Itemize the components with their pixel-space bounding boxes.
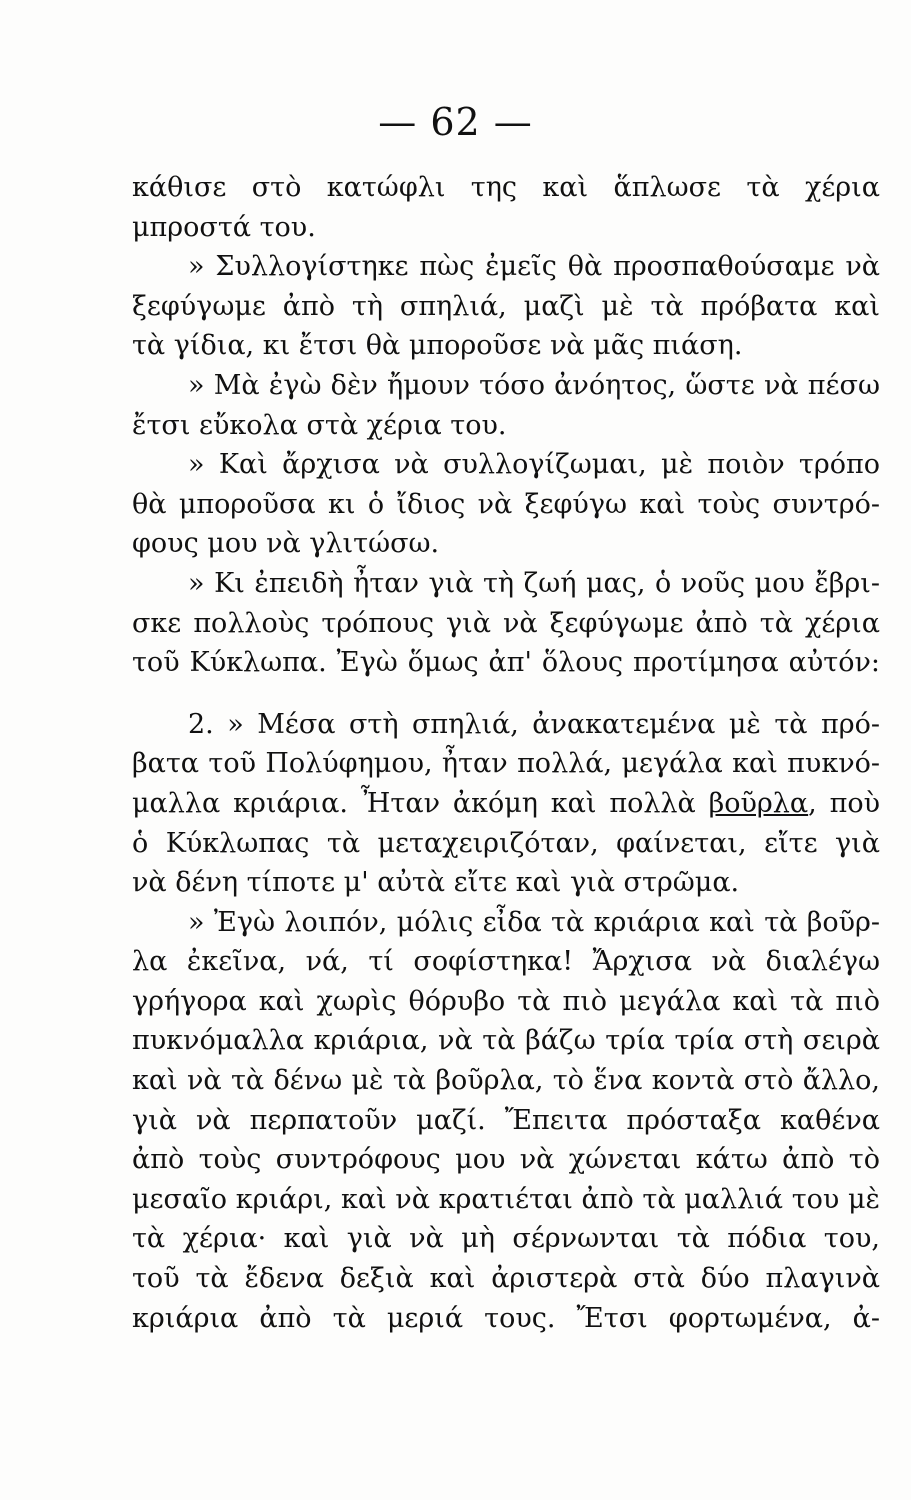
text-line: θὰ μποροῦσα κι ὁ ἴδιος νὰ ξεφύγω καὶ τοὺς συντρό- <box>132 488 880 520</box>
text-line: γιὰ νὰ περπατοῦν μαζί. Ἔπειτα πρόσταξα καθένα <box>132 1104 880 1136</box>
text-line: νὰ δένη τίποτε μ' αὐτὰ εἴτε καὶ γιὰ στρῶμα. <box>132 867 740 899</box>
text-line: μεσαῖο κριάρι, καὶ νὰ κρατιέται ἀπὸ τὰ μαλλιά του μὲ <box>132 1183 880 1215</box>
text-line: » Συλλογίστηκε πὼς ἐμεῖς θὰ προσπαθούσαμε νὰ <box>188 251 880 283</box>
text-line: λα ἐκεῖνα, νά, τί σοφίστηκα! Ἄρχισα νὰ διαλέγω <box>132 946 880 978</box>
text-line: 2. » Μέσα στὴ σπηλιά, ἀνακατεμένα μὲ τὰ πρό- <box>188 708 880 740</box>
text-line: τοῦ τὰ ἔδενα δεξιὰ καὶ ἀριστερὰ στὰ δύο πλαγινὰ <box>132 1263 880 1295</box>
text-line: ὁ Κύκλωπας τὰ μεταχειριζόταν, φαίνεται, εἴτε γιὰ <box>132 827 880 859</box>
text-line: » Κι ἐπειδὴ ἦταν γιὰ τὴ ζωή μας, ὁ νοῦς μου ἔβρι- <box>188 567 880 599</box>
text-line: ἔτσι εὔκολα στὰ χέρια του. <box>132 409 507 441</box>
text-line: μαλλα κριάρια. Ἦταν ἀκόμη καὶ πολλὰ βοῦρλα, ποὺ <box>132 787 880 819</box>
text-line: » Καὶ ἄρχισα νὰ συλλογίζωμαι, μὲ ποιὸν τρόπο <box>188 449 880 481</box>
text-line: κάθισε στὸ κατώφλι της καὶ ἅπλωσε τὰ χέρια <box>132 172 880 203</box>
text-line: » Μὰ ἐγὼ δὲν ἤμουν τόσο ἀνόητος, ὥστε νὰ πέσω <box>188 369 880 401</box>
text-line: » Ἐγὼ λοιπόν, μόλις εἶδα τὰ κριάρια καὶ τὰ βοῦρ- <box>188 906 880 938</box>
body-text <box>132 168 880 1338</box>
text-line: σκε πολλοὺς τρόπους γιὰ νὰ ξεφύγωμε ἀπὸ τὰ χέρια <box>132 607 880 639</box>
text-line: τὰ χέρια· καὶ γιὰ νὰ μὴ σέρνωνται τὰ πόδια του, <box>132 1223 880 1255</box>
text-line: μπροστά του. <box>132 211 316 243</box>
text-line: πυκνόμαλλα κριάρια, νὰ τὰ βάζω τρία τρία στὴ σειρὰ <box>132 1025 880 1057</box>
text-line: φους μου νὰ γλιτώσω. <box>132 528 440 560</box>
text-line: τὰ γίδια, κι ἔτσι θὰ μποροῦσε νὰ μᾶς πιάση. <box>132 330 743 362</box>
text-line: γρήγορα καὶ χωρὶς θόρυβο τὰ πιὸ μεγάλα καὶ τὰ πιὸ <box>132 985 880 1017</box>
text-line: ἀπὸ τοὺς συντρόφους μου νὰ χώνεται κάτω ἀπὸ τὸ <box>132 1144 880 1176</box>
section-gap <box>132 683 880 705</box>
underlined-word: βοῦρλα <box>708 787 809 819</box>
text-line: βατα τοῦ Πολύφημου, ἦταν πολλά, μεγάλα καὶ πυκνό- <box>132 748 880 780</box>
text-line: κριάρια ἀπὸ τὰ μεριά τους. Ἔτσι φορτωμένα, ἀ- <box>132 1302 880 1334</box>
text-line: καὶ νὰ τὰ δένω μὲ τὰ βοῦρλα, τὸ ἕνα κοντὰ στὸ ἄλλο, <box>132 1065 880 1097</box>
text-line: τοῦ Κύκλωπα. Ἐγὼ ὅμως ἀπ' ὅλους προτίμησα αὐτόν: <box>132 647 880 679</box>
text-line: ξεφύγωμε ἀπὸ τὴ σπηλιά, μαζὶ μὲ τὰ πρόβατα καὶ <box>132 290 880 322</box>
page-number: — 62 — <box>378 100 533 144</box>
